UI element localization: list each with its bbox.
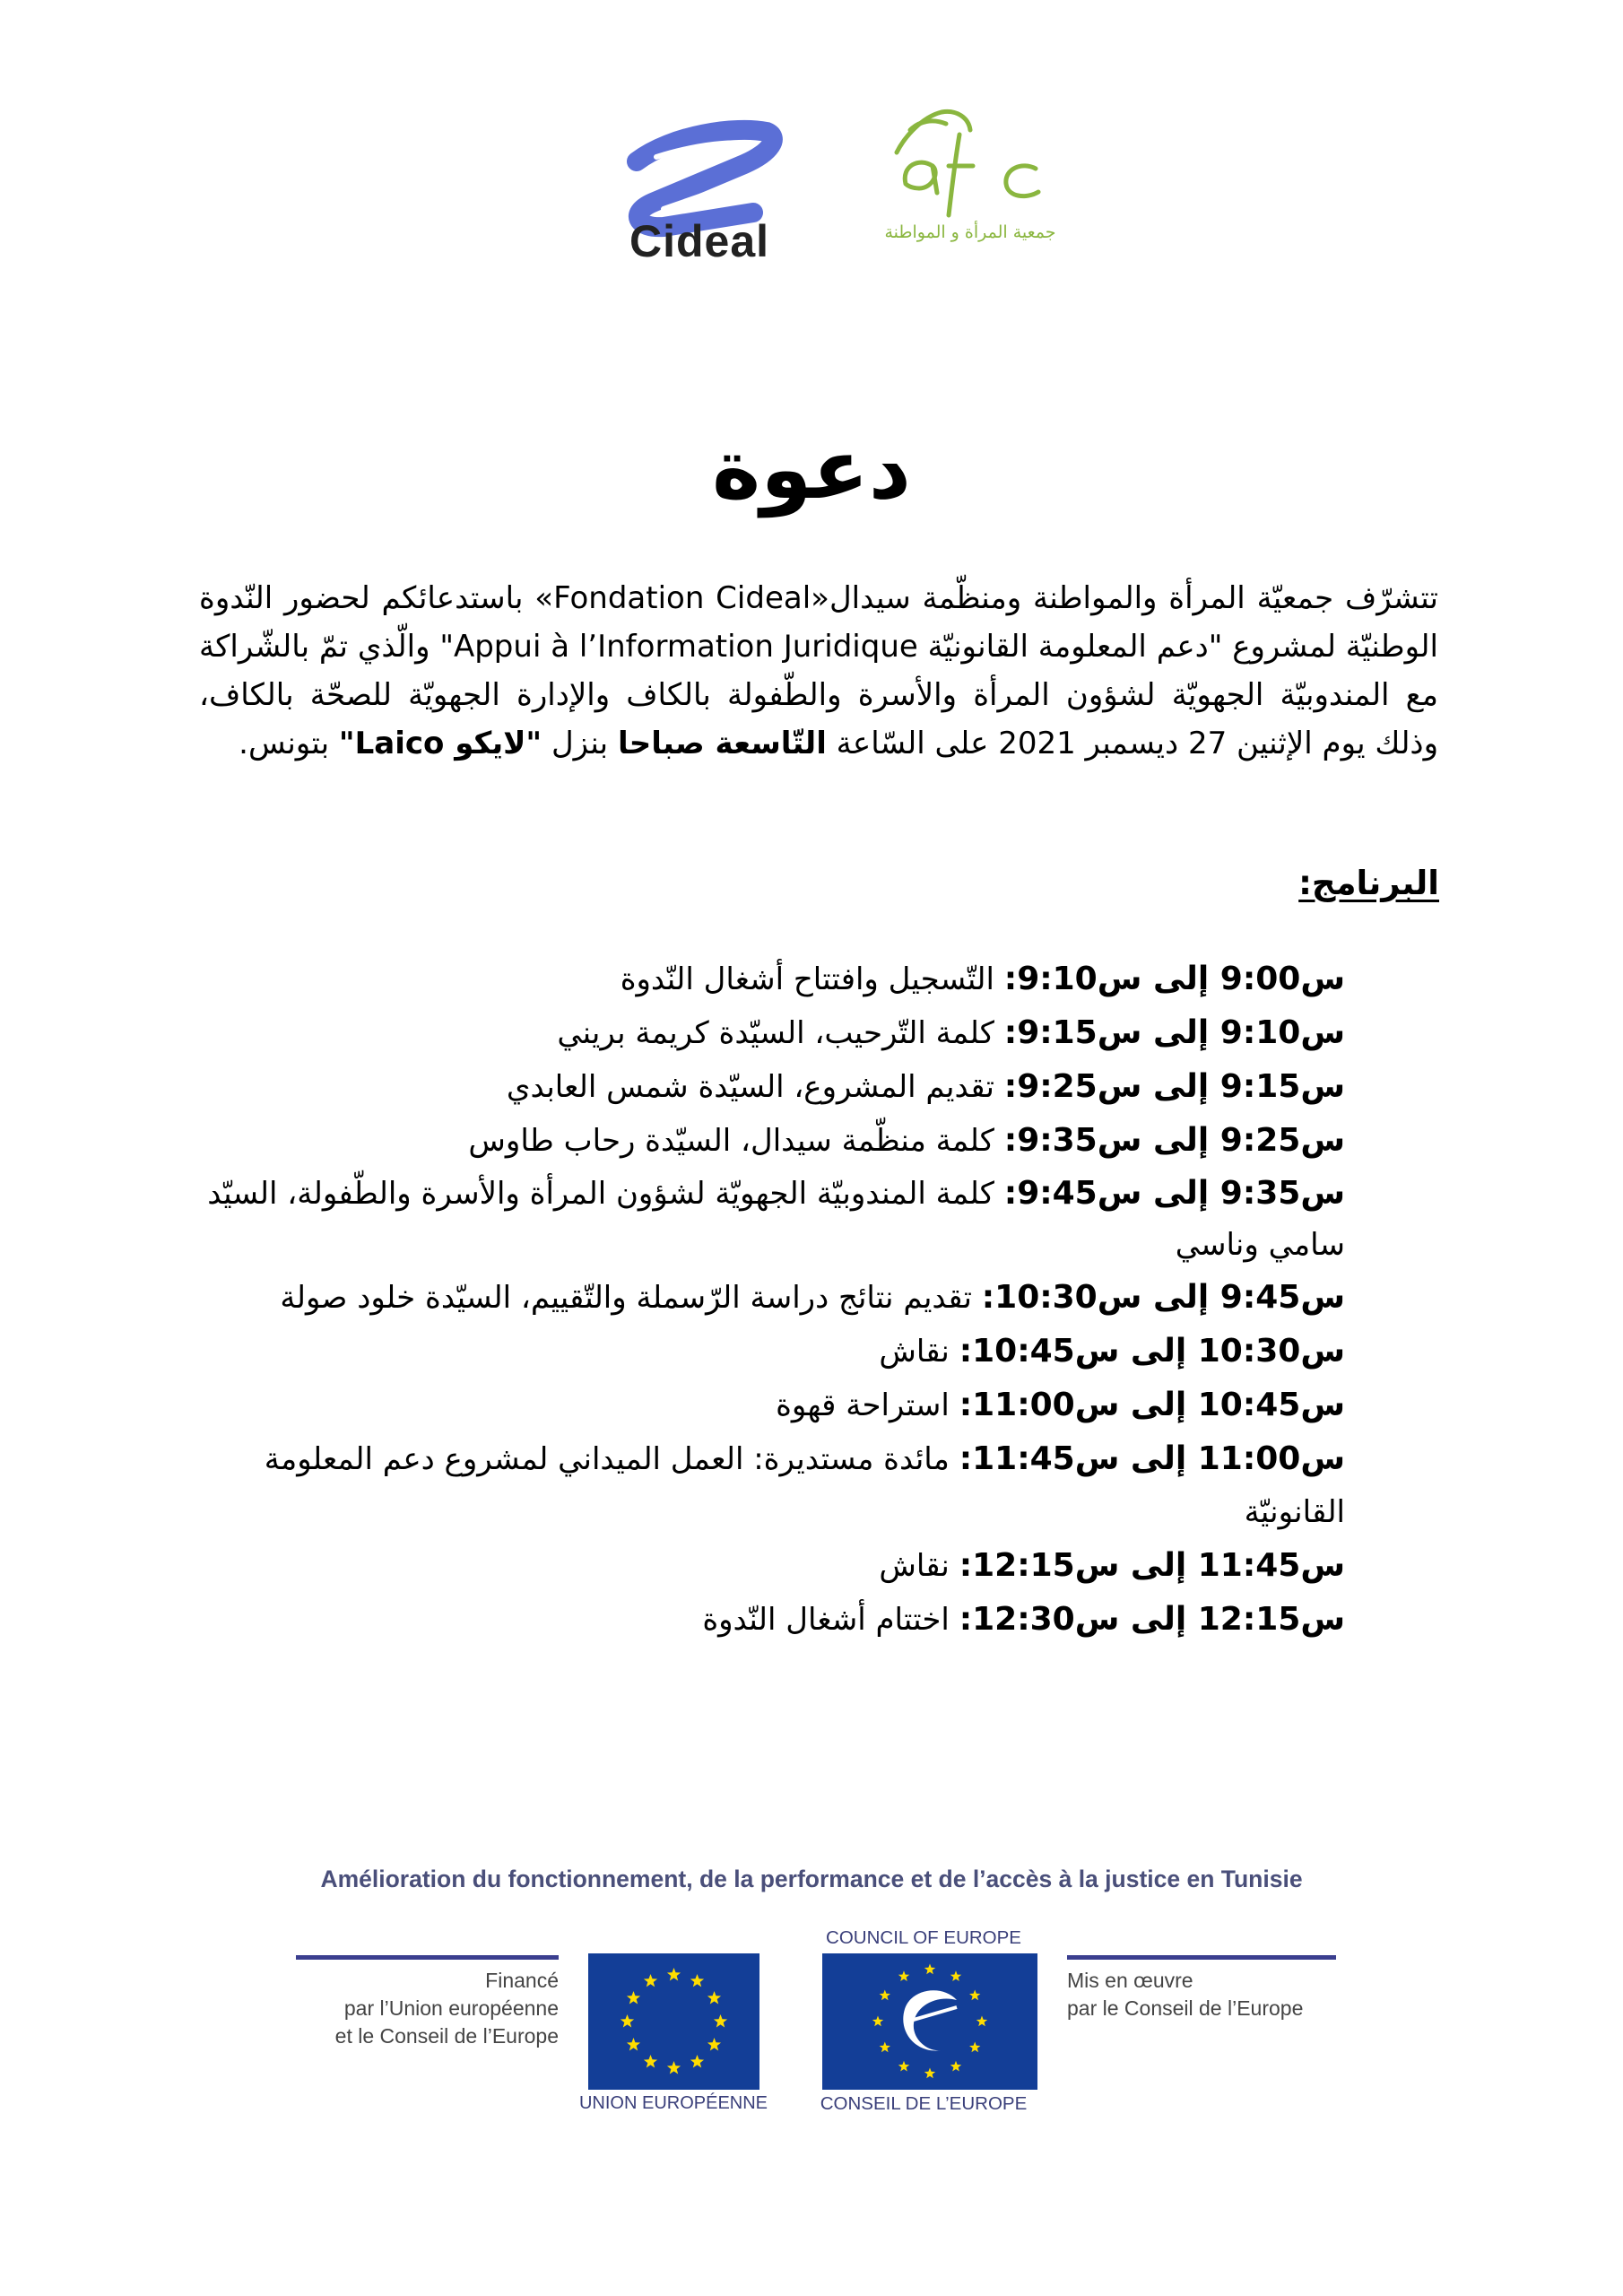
schedule-item	[199, 1325, 1345, 1378]
star-icon	[707, 1991, 721, 2005]
star-icon	[880, 1990, 890, 2001]
schedule-item	[199, 1006, 1345, 1060]
schedule-text: استراحة قهوة	[776, 1387, 950, 1423]
schedule-time: س10:30 إلى س10:45:	[959, 1333, 1345, 1370]
star-icon	[898, 1970, 909, 1981]
schedule-item	[199, 1271, 1345, 1325]
eu-flag-logo	[588, 1953, 759, 2090]
financed-line: par l’Union européenne	[343, 1996, 559, 2020]
star-icon	[950, 2061, 961, 2072]
financed-by-text	[296, 1967, 559, 2050]
afc-logo-subtitle: جمعية المرأة و المواطنة	[884, 222, 1056, 242]
schedule-item	[199, 1168, 1345, 1271]
intro-venue: "لايكو Laico"	[338, 726, 542, 761]
star-icon	[690, 2055, 704, 2068]
footer-title: Amélioration du fonctionnement, de la performance et de l’accès à la justice en Tunisie	[320, 1866, 1303, 1892]
intro-middle: بنزل	[551, 726, 609, 761]
intro-end: بتونس.	[239, 726, 330, 761]
eu-label: UNION EUROPÉENNE	[578, 2093, 768, 2113]
schedule-item	[199, 1114, 1345, 1168]
schedule-time: س12:15 إلى س12:30:	[959, 1601, 1345, 1638]
program-heading: البرنامج:	[1298, 864, 1439, 902]
schedule-item	[199, 1432, 1345, 1539]
schedule-time: س9:00 إلى س9:10:	[1003, 961, 1345, 997]
footer-divider-right	[1067, 1955, 1336, 1960]
star-icon	[627, 1991, 640, 2005]
schedule-item	[199, 1593, 1345, 1647]
schedule-text: كلمة التّرحيب، السيّدة كريمة بريني	[557, 1015, 994, 1051]
star-icon	[667, 1968, 681, 1981]
schedule-time: س10:45 إلى س11:00:	[959, 1387, 1345, 1423]
schedule-item	[199, 1378, 1345, 1432]
schedule-text: مائدة مستديرة: العمل الميداني لمشروع دعم المعلومة القانونيّة	[264, 1441, 1345, 1530]
schedule-item	[199, 1539, 1345, 1593]
star-icon	[969, 1990, 980, 2001]
star-icon	[924, 2068, 935, 2079]
schedule-time: س9:45 إلى س10:30:	[981, 1279, 1345, 1316]
star-icon	[690, 1974, 704, 1987]
cideal-logo-text: Cideal	[629, 216, 770, 266]
schedule-text: نقاش	[879, 1334, 950, 1370]
financed-line: et le Conseil de l’Europe	[334, 2024, 559, 2048]
star-icon	[644, 1974, 657, 1987]
schedule-time: س11:45 إلى س12:15:	[959, 1547, 1345, 1584]
schedule-time: س9:25 إلى س9:35:	[1003, 1122, 1345, 1159]
star-icon	[644, 2055, 657, 2068]
schedule-text: تقديم نتائج دراسة الرّسملة والتّقييم، السيّدة خلود صولة	[280, 1280, 972, 1316]
schedule-text: تقديم المشروع، السيّدة شمس العابدي	[506, 1069, 994, 1105]
coe-emblem-icon	[822, 1953, 1037, 2090]
coe-bottom-label: CONSEIL DE L’EUROPE	[820, 2093, 1028, 2114]
schedule-item	[199, 1060, 1345, 1114]
star-icon	[667, 2061, 681, 2074]
schedule-list	[199, 952, 1345, 1647]
schedule-text: اختتام أشغال النّدوة	[702, 1602, 950, 1638]
star-icon	[621, 2014, 634, 2028]
schedule-time: س9:15 إلى س9:25:	[1003, 1068, 1345, 1105]
star-icon	[627, 2038, 640, 2051]
star-icon	[707, 2038, 721, 2051]
intro-time: التّاسعة صباحا	[617, 726, 827, 761]
footer-divider-left	[296, 1955, 559, 1960]
intro-paragraph	[199, 574, 1438, 768]
schedule-time: س9:35 إلى س9:45:	[1003, 1175, 1345, 1212]
schedule-time: س11:00 إلى س11:45:	[959, 1440, 1345, 1477]
intro-text: تتشرّف جمعيّة المرأة والمواطنة ومنظّمة سيدال«Fondation Cideal» باستدعائكم لحضور النّدوة الوطنيّة لمشروع "دعم المعلومة القانونيّة Appui à l’Information Juridique" والّذي تمّ بالشّراكة مع المندوبيّة الجهويّة لشؤون المرأة والأسرة والطّفولة بالكاف والإدارة الجهويّة للصحّة بالكاف، وذلك يوم الإثنين 27 ديسمبر 2021 على السّاعة	[198, 580, 1439, 761]
schedule-item	[199, 952, 1345, 1006]
financed-line: Financé	[485, 1969, 559, 1992]
star-icon	[924, 1964, 935, 1975]
star-icon	[950, 1970, 961, 1981]
schedule-text: نقاش	[879, 1548, 950, 1584]
implemented-line: Mis en œuvre	[1067, 1969, 1193, 1992]
schedule-text: كلمة منظّمة سيدال، السيّدة رحاب طاوس	[468, 1123, 994, 1159]
implemented-line: par le Conseil de l’Europe	[1067, 1996, 1304, 2020]
star-icon	[898, 2061, 909, 2072]
star-icon	[714, 2014, 727, 2028]
star-icon	[976, 2016, 987, 2027]
implemented-by-text	[1067, 1967, 1336, 2022]
star-icon	[872, 2016, 883, 2027]
page-title: دعوة	[711, 422, 912, 517]
council-of-europe-logo	[822, 1953, 1037, 2090]
schedule-time: س9:10 إلى س9:15:	[1003, 1014, 1345, 1051]
eu-stars-icon	[588, 1953, 759, 2090]
star-icon	[969, 2042, 980, 2053]
star-icon	[880, 2042, 890, 2053]
schedule-text: كلمة المندوبيّة الجهويّة لشؤون المرأة والأسرة والطّفولة، السيّد سامي وناسي	[207, 1176, 1345, 1263]
coe-top-label: COUNCIL OF EUROPE	[826, 1927, 1021, 1948]
schedule-text: التّسجيل وافتتاح أشغال النّدوة	[620, 961, 994, 997]
